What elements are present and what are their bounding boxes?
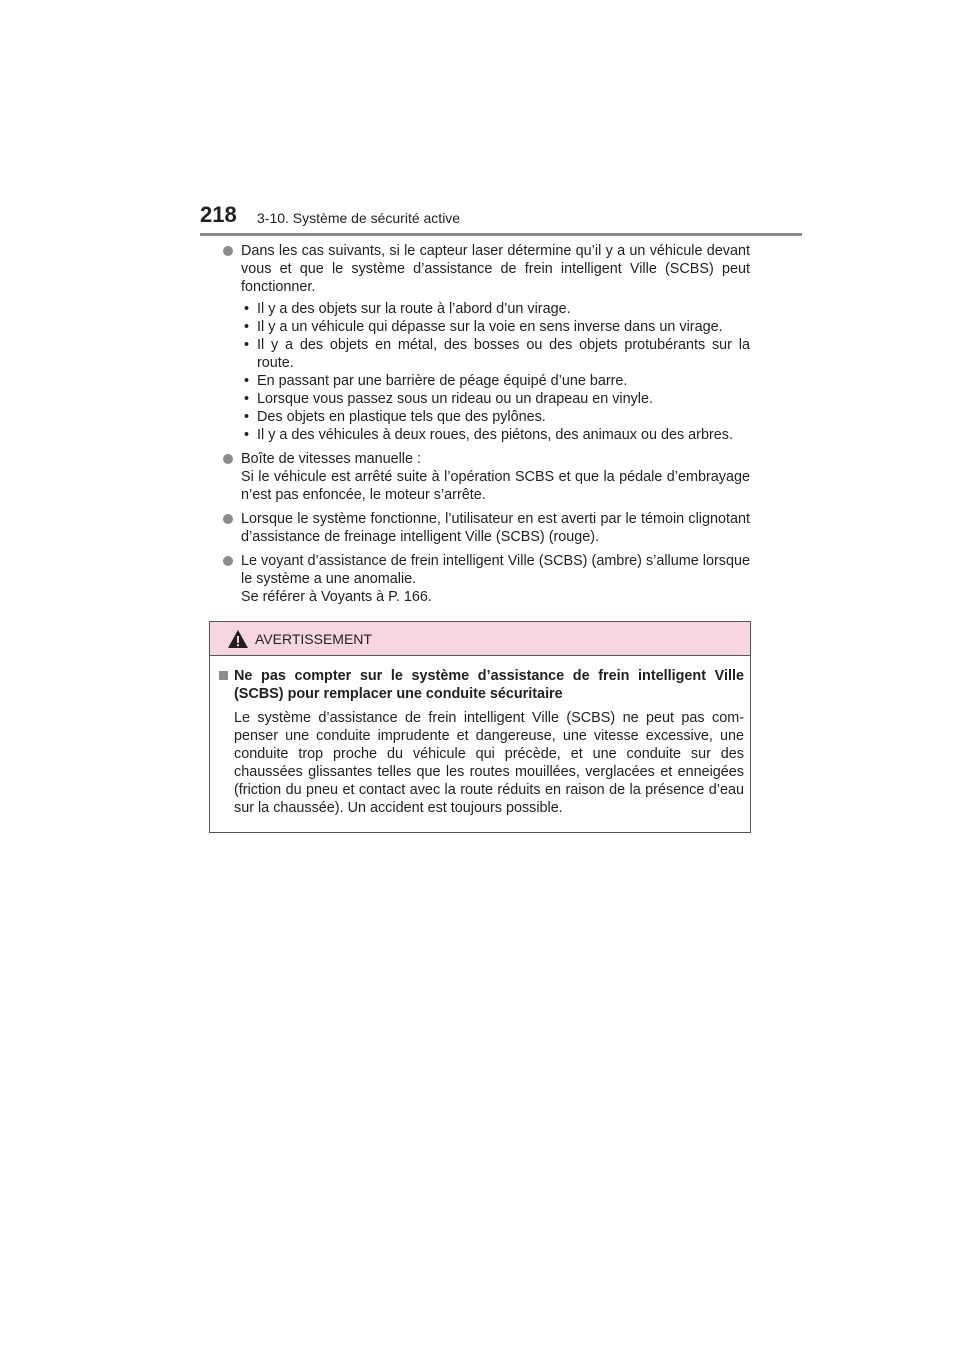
bullet-text: Boîte de vitesses manuelle :	[241, 451, 421, 467]
warning-header	[210, 622, 750, 656]
bullet-text: Dans les cas suivants, si le capteur laser détermine qu’il y a un véhicule devant vous et que le système d’assistance de frein intelligent Ville (SCBS) peut fonctionner.	[241, 243, 750, 295]
header-divider	[200, 233, 802, 236]
warning-title: AVERTISSEMENT	[255, 631, 372, 647]
bullet-dot-icon	[223, 514, 233, 524]
sub-bullet-icon: •	[244, 427, 250, 443]
sub-bullet-icon: •	[244, 337, 250, 353]
list-item: • Il y a des véhicules à deux roues, des piétons, des animaux ou des arbres.	[244, 427, 733, 443]
square-bullet-icon	[219, 671, 228, 680]
page-number: 218	[200, 202, 237, 227]
bullet-item	[222, 552, 750, 606]
sub-bullet-icon: •	[244, 319, 250, 335]
warning-subtitle: Ne pas compter sur le système d’assistance de frein intelligent Ville (SCBS) pour remplacer une conduite sécuritaire	[218, 667, 744, 703]
bullet-text-continued: Si le véhicule est arrêté suite à l’opération SCBS et que la pédale d’embrayage n’est pas enfoncée, le moteur s’arrête.	[241, 469, 750, 503]
list-item: • Il y a des objets en métal, des bosses ou des objets protubérants sur la route.	[244, 337, 750, 371]
bullet-item	[222, 242, 750, 444]
list-item: • Il y a des objets sur la route à l’abord d’un virage.	[244, 301, 571, 317]
sub-list	[241, 300, 750, 444]
warning-triangle-icon	[227, 629, 249, 649]
bullet-text-continued: Se référer à Voyants à P. 166.	[241, 589, 432, 605]
bullet-text: Lorsque le système fonctionne, l’utilisateur en est averti par le témoin clignotant d’assistance de freinage intelligent Ville (SCBS) (rouge).	[241, 511, 750, 545]
list-item: • Lorsque vous passez sous un rideau ou un drapeau en vinyle.	[244, 391, 654, 407]
bullet-dot-icon	[223, 556, 233, 566]
list-item: • En passant par une barrière de péage équipé d’une barre.	[244, 373, 628, 389]
sub-bullet-icon: •	[244, 301, 250, 317]
list-item: • Des objets en plastique tels que des pylônes.	[244, 409, 546, 425]
sub-bullet-icon: •	[244, 373, 250, 389]
warning-box	[209, 621, 751, 833]
page-header	[200, 203, 802, 239]
sub-bullet-icon: •	[244, 391, 250, 407]
bullet-item	[222, 450, 750, 504]
warning-body	[210, 656, 750, 817]
warning-text: Le système d’assistance de frein intelligent Ville (SCBS) ne peut pas compenser une conduite imprudente et dangereuse, une vitesse excessive, une conduite trop proche du véhicule qui précède, et une conduite sur des chaussées glissantes telles que les routes mouillées, verglacées et enneigées (friction du pneu et contact avec la route réduits en raison de la présence d’eau sur la chaussée). Un accident est toujours possible.	[234, 710, 744, 816]
chapter-title: 3-10. Système de sécurité active	[257, 210, 461, 226]
bullet-dot-icon	[223, 246, 233, 256]
main-content	[222, 242, 750, 612]
bullet-item	[222, 510, 750, 546]
list-item: • Il y a un véhicule qui dépasse sur la voie en sens inverse dans un virage.	[244, 319, 723, 335]
bullet-text: Le voyant d’assistance de frein intelligent Ville (SCBS) (ambre) s’allume lorsque le système a une anomalie.	[241, 553, 750, 587]
bullet-dot-icon	[223, 454, 233, 464]
sub-bullet-icon: •	[244, 409, 250, 425]
